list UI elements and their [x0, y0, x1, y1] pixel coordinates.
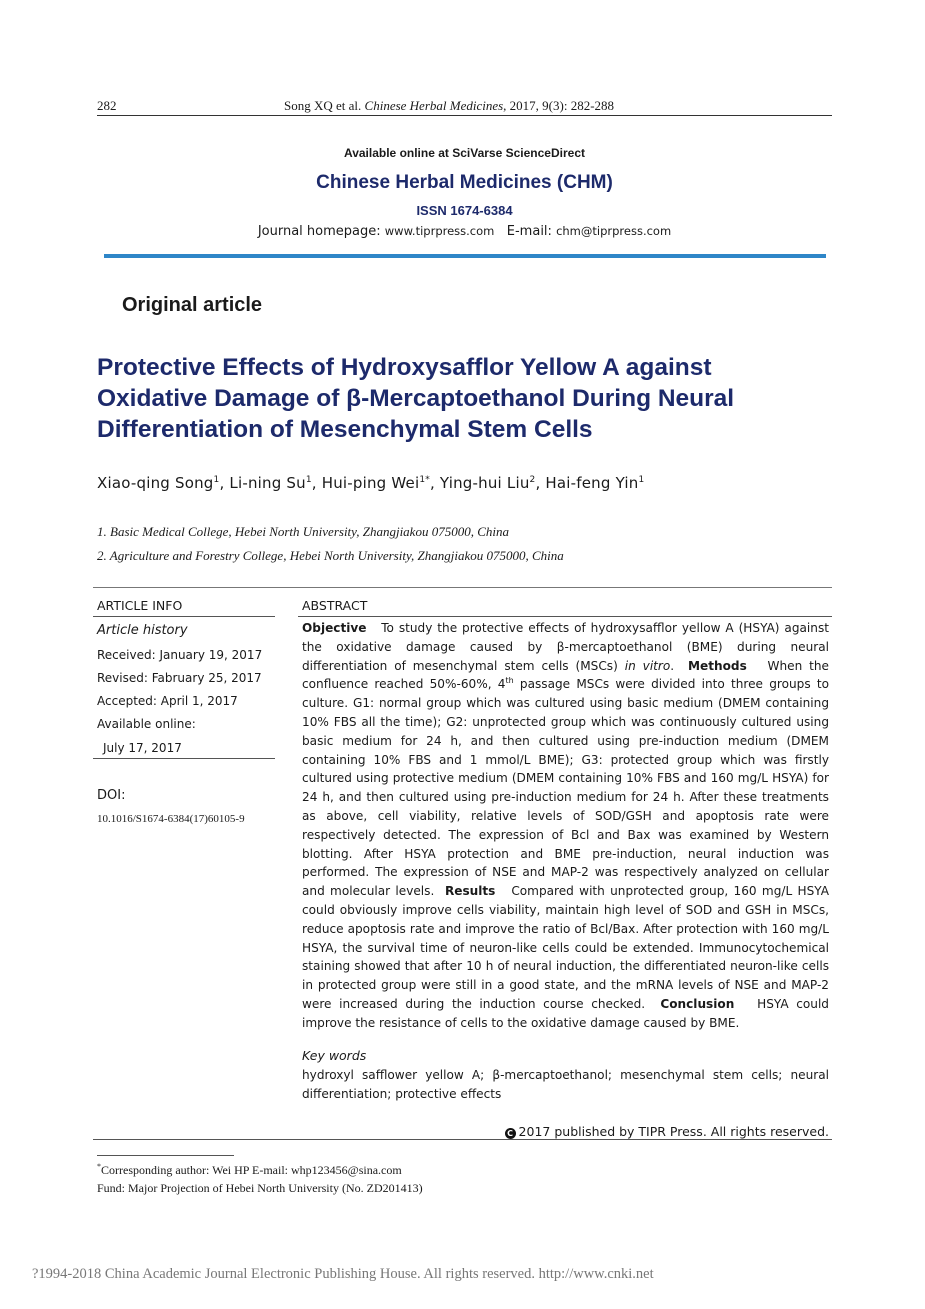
article-history-label: Article history — [97, 623, 188, 638]
article-info-rule — [93, 616, 275, 617]
article-type: Original article — [122, 294, 263, 316]
abstract-body — [302, 619, 829, 1033]
article-info-rule — [93, 758, 275, 759]
footnote-mark: * — [97, 1162, 101, 1171]
corresponding-author-text: Corresponding author: Wei HP E-mail: whp123456@sina.com — [101, 1163, 402, 1177]
citation-journal: Chinese Herbal Medicines — [364, 98, 504, 113]
received-date: Received: January 19, 2017 — [97, 648, 263, 662]
author-affil-mark: 1 — [305, 475, 312, 485]
objective-italic: in vitro — [624, 658, 671, 673]
author-affil-mark: 1 — [213, 475, 220, 485]
keywords-label: Key words — [302, 1048, 367, 1063]
copyright-text: 2017 published by TIPR Press. All rights reserved. — [518, 1124, 829, 1139]
author-affil-mark: 1* — [419, 475, 430, 485]
article-title — [97, 352, 832, 445]
author-list: Xiao-qing Song$^1$, Li-ning Su$^1$, Hui-ping Wei$^{1*}$, Ying-hui Liu$^2$, Hai-feng Yin$^1$ — [97, 474, 645, 492]
results-label: Results — [444, 884, 496, 899]
accepted-date: Accepted: April 1, 2017 — [97, 694, 238, 708]
journal-homepage-line — [97, 224, 832, 239]
available-online-label: Available online: — [97, 717, 196, 731]
keywords-text: hydroxyl safflower yellow A; β-mercaptoethanol; mesenchymal stem cells; neural differentiation; protective effects — [302, 1068, 829, 1101]
conclusion-label: Conclusion — [660, 996, 735, 1011]
article-info-heading: ARTICLE INFO — [97, 598, 183, 613]
author-name: Ying-hui Liu — [439, 474, 530, 492]
abstract-rule — [298, 616, 832, 617]
conclusion-text: HSYA could improve the resistance of cells to the oxidative damage caused by BME. — [302, 996, 829, 1030]
corresponding-author-footnote — [97, 1162, 402, 1178]
doi-link[interactable]: 10.1016/S1674-6384(17)60105-9 — [97, 813, 245, 825]
available-online-line: Available online at SciVarse ScienceDirect — [343, 146, 585, 160]
title-line: Oxidative Damage of β-Mercaptoethanol During Neural — [97, 385, 735, 412]
objective-end: . — [670, 658, 675, 673]
footnote-rule — [97, 1155, 234, 1156]
methods-label: Methods — [687, 658, 747, 673]
doi-label: DOI: — [97, 788, 126, 803]
copyright-line — [500, 1124, 829, 1139]
issn: ISSN 1674-6384 — [416, 203, 513, 218]
author-name: Xiao-qing Song — [97, 474, 214, 492]
results-text: Compared with unprotected group, 160 mg/L HSYA could obviously improve cells viability, maintain high level of SOD and GSH in MSCs, reduce apoptosis rate and improve the ratio of Bcl/Bax. After protection with 160 mg/L HSYA, the survival time of neuron-like cells could be extended. Immunocytochemical staining showed that after 10 h of neural induction, the differentiated neuron-like cells in protected group were still in a good state, and the mRNA levels of NSE and MAP-2 were increased during the induction course checked. — [302, 884, 829, 1011]
author-name: Hui-ping Wei — [321, 474, 420, 492]
author-affil-mark: 2 — [529, 475, 536, 485]
copyright-icon: C — [505, 1128, 516, 1139]
journal-name: Chinese Herbal Medicines (CHM) — [316, 172, 613, 193]
abstract-heading: ABSTRACT — [302, 598, 368, 613]
available-online-date: July 17, 2017 — [103, 741, 182, 755]
citation-authors: Song XQ et al. — [284, 98, 362, 113]
affiliation: 1. Basic Medical College, Hebei North University, Zhangjiakou 075000, China — [97, 524, 509, 539]
funding-footnote: Fund: Major Projection of Hebei North University (No. ZD201413) — [97, 1181, 423, 1195]
author-name: Li-ning Su — [229, 474, 306, 492]
methods-text-cont: passage MSCs were divided into three groups to culture. G1: normal group which was cultured using basic medium (DMEM containing 10% FBS all the time); G2: unprotected group which was continuously cultured using basic medium for 24 h, and then cultured using pre-induction medium (DMEM containing 10% FBS and 1 mmol/L BME); G3: protected group which was firstly cultured using protective medium (DMEM containing 10% FBS and 160 mg/L HSYA) for 24 h, and then cultured using pre-induction medium for 24 h. After these treatments as above, cell viability, relative levels of SOD/GSH and apoptosis rate were respectively detected. The expression of Bcl and Bax was examined by Western blotting. After HSYA protection and BME pre-induction, neural induction was performed. The expression of NSE and MAP-2 was respectively analyzed on cellular and molecular levels. — [302, 677, 829, 899]
title-line: Protective Effects of Hydroxysafflor Yellow A against — [97, 354, 712, 381]
running-citation — [284, 98, 614, 114]
affiliation: 2. Agriculture and Forestry College, Hebei North University, Zhangjiakou 075000, China — [97, 548, 564, 563]
homepage-link[interactable]: www.tiprpress.com — [384, 224, 495, 238]
header-rule — [97, 115, 832, 116]
methods-sup: th — [505, 676, 514, 686]
title-line: Differentiation of Mesenchymal Stem Cells — [97, 416, 593, 443]
email-link[interactable]: chm@tiprpress.com — [556, 224, 672, 238]
email-label: E-mail: — [506, 224, 552, 239]
masthead-blue-rule — [104, 254, 826, 258]
objective-text: To study the protective effects of hydroxysafflor yellow A (HSYA) against the oxidative damage caused by β-mercaptoethanol (BME) during neural differentiation of mesenchymal stem cells (MSCs) — [302, 621, 829, 673]
citation-details: , 2017, 9(3): 282-288 — [503, 98, 615, 113]
author-name: Hai-feng Yin — [545, 474, 639, 492]
methods-text: When the confluence reached 50%-60%, 4 — [302, 658, 829, 692]
page-number: 282 — [97, 98, 117, 113]
revised-date: Revised: Fabruary 25, 2017 — [97, 671, 262, 685]
objective-label: Objective — [302, 621, 367, 635]
author-affil-mark: 1 — [638, 475, 645, 485]
homepage-label: Journal homepage: — [257, 224, 381, 239]
section-rule — [93, 587, 832, 588]
section-rule — [93, 1139, 832, 1140]
cnki-watermark: ?1994-2018 China Academic Journal Electronic Publishing House. All rights reserved. http://www.cnki.net — [32, 1266, 654, 1282]
